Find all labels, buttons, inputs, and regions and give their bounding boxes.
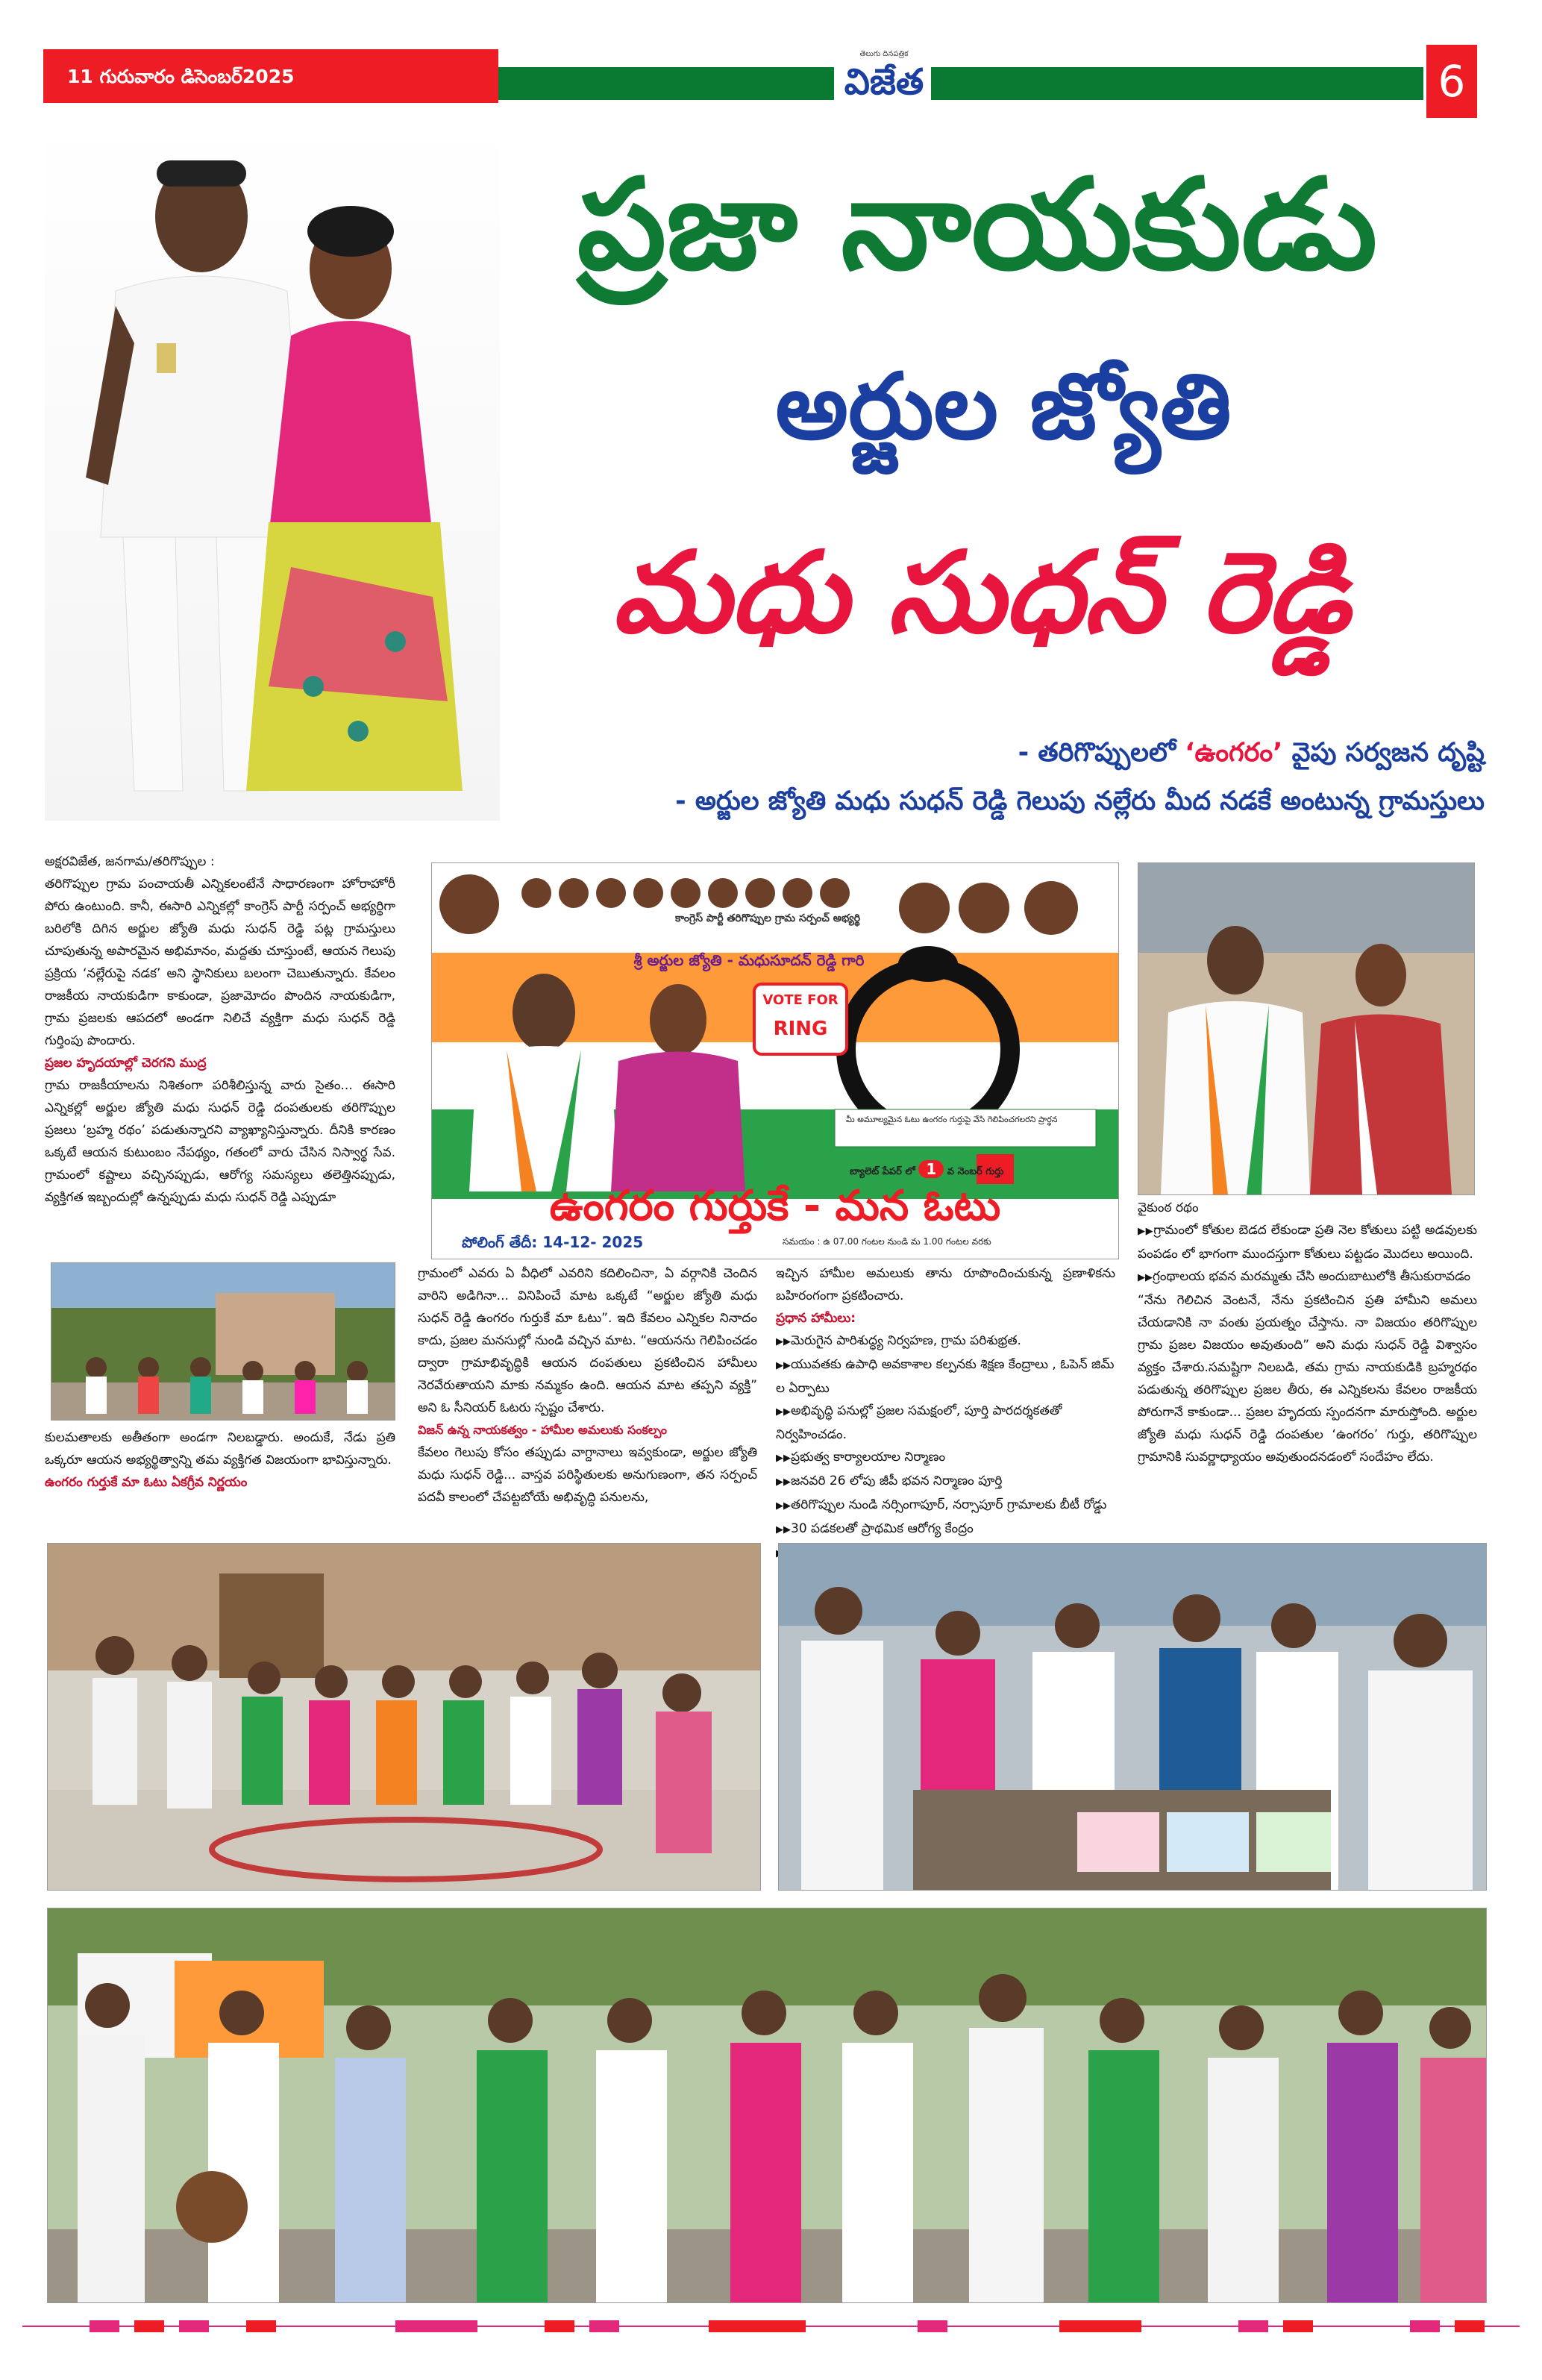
article-col4	[1138, 1197, 1477, 1468]
article-col1-bottom	[45, 1427, 395, 1494]
campaign-poster	[431, 862, 1119, 1259]
deck-line1-prefix: - తరిగొప్పులలో	[1018, 738, 1185, 768]
promise-item: ▶▶ అభివృద్ధి పనుల్లో ప్రజల సమక్షంలో, పూర్తి పారదర్శకతతో నిర్వహించడం.	[776, 1400, 1115, 1446]
header-green-bar-right	[931, 67, 1423, 100]
col4-lead: వైకుంఠ రథం	[1138, 1200, 1199, 1215]
col1-paragraph-3: కులమతాలకు అతీతంగా అండగా నిలబడ్డారు. అందుకే, నేడు ప్రతి ఒక్కరూ ఆయన అభ్యర్థిత్వాన్ని తమ వ్యక్తిగత విజయంగా భావిస్తున్నారు.	[45, 1430, 395, 1468]
page-number-text: 6	[1438, 56, 1466, 107]
poster-ballot-line	[850, 1160, 1111, 1180]
deck-line2: - అర్జుల జ్యోతి మధు సుధన్ రెడ్డి గెలుపు నల్లేరు మీద నడకే అంటున్న గ్రామస్తులు	[675, 786, 1485, 816]
poster-ballot-number: 1	[918, 1160, 944, 1178]
header-green-bar	[498, 67, 834, 100]
col3-subhead-1: ప్రధాన హామీలు:	[776, 1311, 856, 1326]
candidates-greeting-photo	[1138, 862, 1475, 1195]
poster-symbol-note: మీ అమూల్యమైన ఓటు ఉంగరం గుర్తుపై వేసి గెలిపించగలరని ప్రార్థన	[846, 1115, 1058, 1124]
page-number	[1426, 45, 1477, 118]
col1-subhead-1: ప్రజల హృదయాల్లో చెరగని ముద్ర	[45, 1056, 207, 1071]
poster-ballot-prefix: బ్యాలెట్ పేపర్ లో	[850, 1166, 915, 1177]
poster-vote-badge	[753, 983, 848, 1056]
couple-photo	[45, 119, 500, 821]
promise-item: ▶▶ యువతకు ఉపాధి అవకాశాల కల్పనకు శిక్షణ కేంద్రాలు , ఓపెన్ జిమ్ ల ఏర్పాటు	[776, 1353, 1115, 1400]
col2-paragraph-2: కేవలం గెలుపు కోసం తప్పుడు వాగ్దానాలు ఇవ్వకుండా, అర్జుల జ్యోతి మధు సుధన్ రెడ్డి... వాస్తవ పరిస్థితులకు అనుగుణంగా, తన సర్పంచ్ పదవీ కాలంలో చేపట్టబోయే అభివృద్ధి పనులను,	[418, 1445, 757, 1505]
date-text: 11 గురువారం డిసెంబర్2025	[67, 66, 295, 87]
deck-line1-highlight: ‘ఉంగరం’	[1185, 738, 1283, 768]
poster-slogan: ఉంగరం గుర్తుకే - మన ఓటు	[549, 1182, 1001, 1230]
article-col3	[776, 1262, 1115, 1565]
rangoli-women-photo	[47, 1543, 761, 1891]
headline-line1: ప్రజా నాయకుడు	[577, 150, 1378, 298]
promise-item: ▶▶ ప్రభుత్వ కార్యాలయాల నిర్మాణం	[776, 1446, 1115, 1470]
col4-list	[1138, 1219, 1477, 1289]
promise-item: ▶▶ జనవరి 26 లోపు జీపీ భవన నిర్మాణం పూర్తి	[776, 1470, 1115, 1494]
poster-vote-for: VOTE FOR	[762, 992, 839, 1008]
masthead-logo: విజేత	[844, 61, 924, 103]
masthead-small: తెలుగు దినపత్రిక	[859, 50, 909, 58]
poster-ballot-suffix: వ నెంబర్ గుర్తు	[947, 1166, 1004, 1177]
rally-street-photo	[51, 1262, 395, 1421]
deck-line1-suffix: వైపు సర్వజన దృష్టి	[1282, 738, 1485, 768]
promise-item: ▶▶ తరిగొప్పుల నుండి నర్సింగాపూర్, నర్సాపూర్ గ్రామాలకు బీటీ రోడ్డు	[776, 1494, 1115, 1518]
col4-paragraph-2: “నేను గెలిచిన వెంటనే, నేను ప్రకటించిన ప్రతి హామీని అమలు చేయడానికి నా వంతు ప్రయత్నం చేస్తాను. నా విజయం తరిగొప్పుల గ్రామ ప్రజల విజయం అవుతుంది” అని మధు సుధన్ రెడ్డి విశ్వాసం వ్యక్తం చేశారు.సమష్టిగా నిలబడి, తమ గ్రామ నాయకుడికి బ్రహ్మరథం పడుతున్న తరిగొప్పుల ప్రజల తీరు, ఈ ఎన్నికలను కేవలం రాజకీయ పోరుగానే కాకుండా... ప్రజల హృదయ స్పందనగా మారుస్తోంది. అర్జుల జ్యోతి మధు సుధన్ రెడ్డి దంపతుల ‘ఉంగరం’ గుర్తు, తరిగొప్పుల గ్రామానికి సువర్ణాధ్యాయం అవుతుందనడంలో సందేహం లేదు.	[1138, 1293, 1477, 1465]
col1-subhead-2: ఉంగరం గుర్తుకే మా ఓటు ఏకగ్రీవ నిర్ణయం	[45, 1475, 248, 1490]
deck-line1	[671, 735, 1485, 771]
col1-paragraph-1: తరిగొప్పుల గ్రామ పంచాయతీ ఎన్నికలంటేనే సాధారణంగా హోరాహోరీ పోరు ఉంటుంది. కానీ, ఈసారి ఎన్నికల్లో కాంగ్రెస్ పార్టీ సర్పంచ్ అభ్యర్థిగా బరిలోకి దిగిన అర్జుల జ్యోతి మధు సుధన్ రెడ్డి పట్ల గ్రామస్తులు చూపుతున్న అపారమైన అభిమానం, మద్దతు చూస్తుంటే, ఆయన గెలుపు ప్రక్రియ ‘నల్లేరుపై నడక’ అని స్థానికులు బలంగా చెబుతున్నారు. కేవలం రాజకీయ నాయకుడిగా కాకుండా, ప్రజామోదం పొందిన నాయకుడిగా, గ్రామ ప్రజలకు ఆపదలో అండగా నిలిచే వ్యక్తిగా మధు సుధన్ రెడ్డి గుర్తింపు పొందారు.	[45, 877, 395, 1048]
footer-decoration	[22, 2320, 1520, 2332]
cake-cutting-photo	[778, 1543, 1487, 1891]
col2-subhead-1: విజన్ ఉన్న నాయకత్వం - హామీల అమలుకు సంకల్పం	[418, 1423, 668, 1437]
poster-ring: RING	[773, 1018, 828, 1040]
col2-paragraph-1: గ్రామంలో ఎవరు ఏ వీధిలో ఎవరిని కదిలించినా, ఏ వర్గానికి చెందిన వారిని అడిగినా... వినిపించే మాట ఒక్కటే “అర్జుల జ్యోతి మధు సుధన్ రెడ్డి ఉంగరం గుర్తుకే మా ఓటు”. ఇది కేవలం ఎన్నికల నినాదం కాదు, ప్రజల మనసుల్లో నుండి వచ్చిన మాట. “ఆయనను గెలిపించడం ద్వారా గ్రామాభివృద్ధికి ఆయన దంపతులు ప్రకటించిన హామీలు నెరవేరుతాయని మాకు నమ్మకం ఉంది. ఆయన మాట తప్పని వ్యక్తి” అని ఓ సీనియర్ ఓటరు స్పష్టం చేశారు.	[418, 1266, 757, 1415]
headline-line3: మధు సుధన్ రెడ్డి	[612, 528, 1350, 658]
poster-polling-date: పోలింగ్ తేదీ: 14-12- 2025	[462, 1233, 644, 1251]
poster-candidate: శ్రీ అర్జుల జ్యోతి - మధుసూదన్ రెడ్డి గారి	[633, 951, 865, 969]
promise-item: ▶▶ 30 పడకలతో ప్రాథమిక ఆరోగ్య కేంద్రం	[776, 1518, 1115, 1541]
article-col2	[418, 1262, 757, 1509]
procession-photo	[47, 1908, 1487, 2303]
poster-party-line: కాంగ్రెస్ పార్టీ తరిగొప్పుల గ్రామ సర్పంచ్ అభ్యర్థి	[674, 912, 861, 924]
headline-line2: అర్జుల జ్యోతి	[775, 354, 1232, 460]
dateline: అక్షరవిజేత, జనగామ/తరిగొప్పుల :	[45, 854, 215, 869]
article-col1-top	[45, 851, 395, 1209]
col3-paragraph-1: ఇచ్చిన హామీల అమలుకు తాను రూపొందించుకున్న ప్రణాళికను బహిరంగంగా ప్రకటించారు.	[776, 1266, 1115, 1303]
col4-item: ▶▶ గ్రంథాలయ భవన మరమ్మతు చేసి అందుబాటులోకి తీసుకురావడం	[1138, 1265, 1477, 1289]
promise-item: ▶▶ మెరుగైన పారిశుద్ధ్య నిర్వహణ, గ్రామ పరిశుభ్రత.	[776, 1330, 1115, 1353]
col1-paragraph-2: గ్రామ రాజకీయాలను నిశితంగా పరిశీలిస్తున్న వారు సైతం... ఈసారి ఎన్నికల్లో అర్జుల జ్యోతి మధు సుధన్ రెడ్డి దంపతులకు తరిగొప్పుల ప్రజలు ‘బ్రహ్మ రథం’ పడుతున్నారని వ్యాఖ్యానిస్తున్నారు. దీనికి కారణం ఒక్కటే ఆయన కుటుంబం నేపథ్యం, గతంలో వారు చేసిన నిస్వార్థ సేవ. గ్రామంలో కష్టాలు వచ్చినప్పుడు, ఆరోగ్య సమస్యలు తలెత్తినప్పుడు, వ్యక్తిగత ఇబ్బందుల్లో ఉన్నప్పుడు మధు సుధన్ రెడ్డి ఎప్పుడూ	[45, 1078, 395, 1205]
poster-timing: సమయం : ఉ 07.00 గంటల నుండి మ 1.00 గంటల వరకు	[783, 1236, 991, 1247]
promises-list	[776, 1330, 1115, 1565]
col4-item: ▶▶ గ్రామంలో కోతుల బెడద లేకుండా ప్రతి నెల కోతులు పట్టి అడవులకు పంపడం లో భాగంగా ముందస్తుగా కోతులు పట్టడం మొదలు అయింది.	[1138, 1219, 1477, 1265]
